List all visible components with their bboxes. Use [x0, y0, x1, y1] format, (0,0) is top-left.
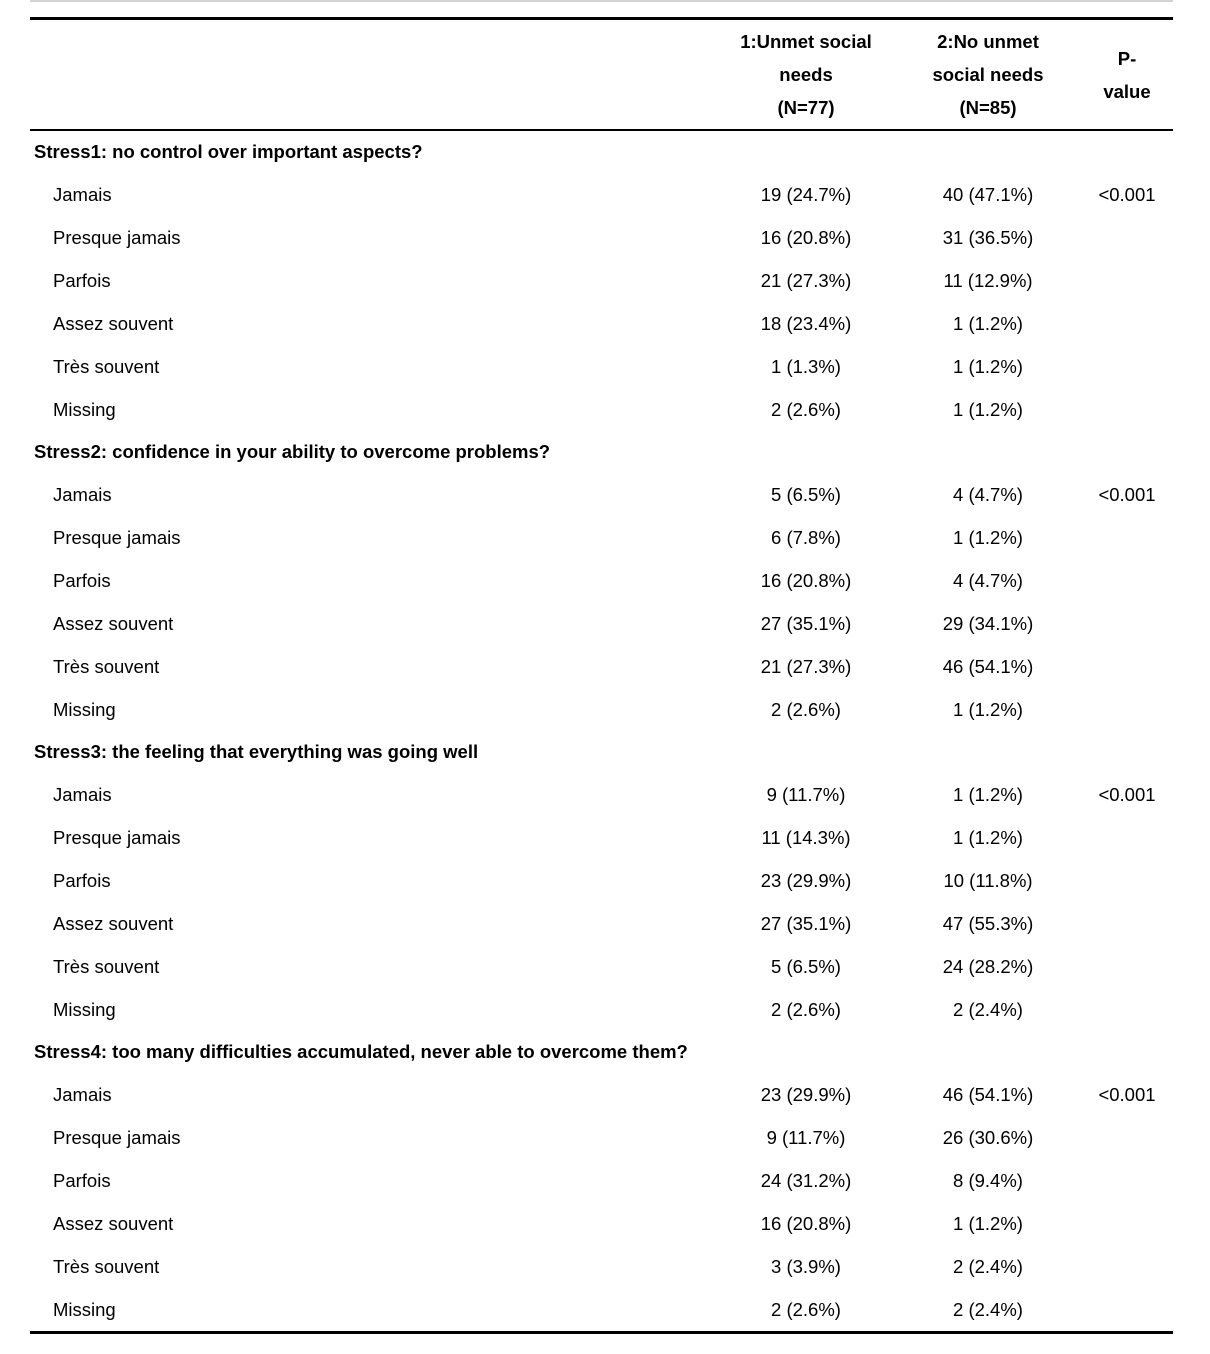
header-pvalue	[1081, 19, 1173, 131]
group2-value: 1 (1.2%)	[953, 784, 1023, 806]
row-label: Très souvent	[53, 955, 160, 977]
group1-value: 5 (6.5%)	[771, 484, 841, 506]
section-header-row	[30, 1031, 1173, 1074]
section-title: Stress4: too many difficulties accumulated, never able to overcome them?	[34, 1041, 688, 1063]
section-title: Stress2: confidence in your ability to overcome problems?	[34, 441, 551, 463]
header-row	[30, 19, 1173, 131]
group1-value: 21 (27.3%)	[760, 270, 852, 291]
table-row	[30, 174, 1173, 217]
group2-value: 24 (28.2%)	[942, 955, 1034, 977]
group1-value: 6 (7.8%)	[771, 527, 841, 549]
p-value: <0.001	[1098, 184, 1156, 206]
p-value	[1081, 1288, 1173, 1332]
table-row	[30, 474, 1173, 517]
section-header-row	[30, 130, 1173, 174]
section-title: Stress3: the feeling that everything was going well	[34, 741, 479, 763]
p-value	[1081, 345, 1173, 388]
table-row	[30, 602, 1173, 645]
group1-value: 23 (29.9%)	[760, 870, 852, 892]
table-row	[30, 688, 1173, 731]
p-value	[1081, 860, 1173, 903]
group1-value: 27 (35.1%)	[760, 912, 852, 934]
group1-value: 16 (20.8%)	[760, 1212, 852, 1234]
p-value: <0.001	[1098, 1084, 1156, 1106]
row-label: Jamais	[53, 184, 112, 206]
row-label: Presque jamais	[53, 527, 181, 549]
group2-value: 2 (2.4%)	[953, 998, 1023, 1020]
group1-value: 16 (20.8%)	[760, 227, 852, 249]
group1-value: 2 (2.6%)	[771, 1298, 841, 1320]
row-label: Assez souvent	[53, 1212, 174, 1234]
row-label: Assez souvent	[53, 912, 174, 934]
group2-value: 11 (12.9%)	[943, 270, 1033, 291]
group2-value: 1 (1.2%)	[953, 827, 1023, 849]
table-row	[30, 345, 1173, 388]
group2-value: 2 (2.4%)	[953, 1255, 1023, 1277]
table-row	[30, 1288, 1173, 1332]
group2-value: 29 (34.1%)	[942, 612, 1034, 634]
row-label: Parfois	[53, 270, 111, 291]
header-label-column	[30, 19, 717, 131]
p-value	[1081, 260, 1173, 303]
row-label: Très souvent	[53, 355, 160, 377]
p-value	[1081, 217, 1173, 260]
group2-value: 1 (1.2%)	[953, 698, 1023, 720]
table-row	[30, 1202, 1173, 1245]
table-row	[30, 560, 1173, 603]
group2-value: 1 (1.2%)	[953, 312, 1023, 334]
p-value	[1081, 1245, 1173, 1288]
group1-value: 9 (11.7%)	[766, 1127, 846, 1149]
row-label: Presque jamais	[53, 827, 181, 849]
row-label: Jamais	[53, 784, 112, 806]
table-row	[30, 1074, 1173, 1117]
p-value	[1081, 1117, 1173, 1160]
group2-value: 4 (4.7%)	[953, 484, 1023, 506]
group1-value: 3 (3.9%)	[771, 1255, 841, 1277]
table-row	[30, 817, 1173, 860]
p-value	[1081, 945, 1173, 988]
row-label: Parfois	[53, 570, 111, 592]
group1-value: 1 (1.3%)	[771, 355, 841, 377]
p-value	[1081, 560, 1173, 603]
table-row	[30, 302, 1173, 345]
p-value	[1081, 302, 1173, 345]
row-label: Parfois	[53, 1170, 111, 1192]
group1-value: 5 (6.5%)	[771, 955, 841, 977]
row-label: Missing	[53, 398, 116, 420]
table-row	[30, 388, 1173, 431]
table-row	[30, 1245, 1173, 1288]
table-row	[30, 860, 1173, 903]
p-value	[1081, 1202, 1173, 1245]
group2-value: 4 (4.7%)	[953, 570, 1023, 592]
table-body	[30, 130, 1173, 1333]
table-row	[30, 1117, 1173, 1160]
table-row	[30, 217, 1173, 260]
top-divider	[30, 0, 1173, 2]
header-group2-line: 2:No unmet	[937, 31, 1039, 52]
header-group2-line: social needs	[932, 64, 1044, 85]
p-value: <0.001	[1098, 784, 1156, 806]
table-row	[30, 774, 1173, 817]
p-value	[1081, 988, 1173, 1031]
group1-value: 21 (27.3%)	[760, 655, 852, 677]
row-label: Assez souvent	[53, 612, 174, 634]
section-header-row	[30, 731, 1173, 774]
table-row	[30, 1160, 1173, 1203]
group2-value: 26 (30.6%)	[942, 1127, 1034, 1149]
header-group2-line: (N=85)	[959, 97, 1017, 118]
group2-value: 10 (11.8%)	[943, 870, 1033, 892]
group2-value: 2 (2.4%)	[953, 1298, 1023, 1320]
table-row	[30, 645, 1173, 688]
p-value	[1081, 517, 1173, 560]
p-value: <0.001	[1098, 484, 1156, 506]
table-row	[30, 988, 1173, 1031]
group1-value: 2 (2.6%)	[771, 998, 841, 1020]
group1-value: 2 (2.6%)	[771, 398, 841, 420]
group2-value: 1 (1.2%)	[953, 398, 1023, 420]
group2-value: 1 (1.2%)	[953, 527, 1023, 549]
group2-value: 47 (55.3%)	[942, 912, 1034, 934]
group1-value: 11 (14.3%)	[761, 827, 851, 849]
group1-value: 23 (29.9%)	[760, 1084, 852, 1106]
row-label: Missing	[53, 998, 116, 1020]
group2-value: 8 (9.4%)	[953, 1170, 1023, 1192]
group2-value: 46 (54.1%)	[942, 1084, 1034, 1106]
header-group1-line: needs	[779, 64, 833, 85]
p-value	[1081, 1160, 1173, 1203]
table-row	[30, 945, 1173, 988]
results-table	[30, 17, 1173, 1334]
row-label: Missing	[53, 698, 116, 720]
row-label: Presque jamais	[53, 1127, 181, 1149]
group2-value: 40 (47.1%)	[942, 184, 1034, 206]
group1-value: 19 (24.7%)	[760, 184, 852, 206]
p-value	[1081, 645, 1173, 688]
table-header	[30, 19, 1173, 131]
header-group1-line: 1:Unmet social	[740, 31, 872, 52]
row-label: Assez souvent	[53, 312, 174, 334]
row-label: Jamais	[53, 484, 112, 506]
p-value	[1081, 388, 1173, 431]
group2-value: 1 (1.2%)	[953, 1212, 1023, 1234]
p-value	[1081, 817, 1173, 860]
p-value	[1081, 602, 1173, 645]
table-row	[30, 260, 1173, 303]
table-row	[30, 517, 1173, 560]
row-label: Presque jamais	[53, 227, 181, 249]
header-group1-line: (N=77)	[777, 97, 835, 118]
row-label: Très souvent	[53, 655, 160, 677]
group2-value: 31 (36.5%)	[942, 227, 1034, 249]
row-label: Missing	[53, 1298, 116, 1320]
p-value	[1081, 688, 1173, 731]
header-group2	[895, 19, 1081, 131]
row-label: Jamais	[53, 1084, 112, 1106]
section-title: Stress1: no control over important aspects?	[34, 141, 423, 163]
header-group1	[717, 19, 895, 131]
header-pvalue-line: value	[1103, 80, 1151, 102]
group2-value: 46 (54.1%)	[942, 655, 1034, 677]
row-label: Très souvent	[53, 1255, 160, 1277]
row-label: Parfois	[53, 870, 111, 892]
group2-value: 1 (1.2%)	[953, 355, 1023, 377]
table-row	[30, 902, 1173, 945]
group1-value: 27 (35.1%)	[760, 612, 852, 634]
group1-value: 24 (31.2%)	[760, 1170, 852, 1192]
group1-value: 9 (11.7%)	[766, 784, 846, 806]
group1-value: 18 (23.4%)	[760, 312, 852, 334]
section-header-row	[30, 431, 1173, 474]
header-pvalue-line: P-	[1117, 47, 1137, 69]
group1-value: 2 (2.6%)	[771, 698, 841, 720]
group1-value: 16 (20.8%)	[760, 570, 852, 592]
p-value	[1081, 902, 1173, 945]
